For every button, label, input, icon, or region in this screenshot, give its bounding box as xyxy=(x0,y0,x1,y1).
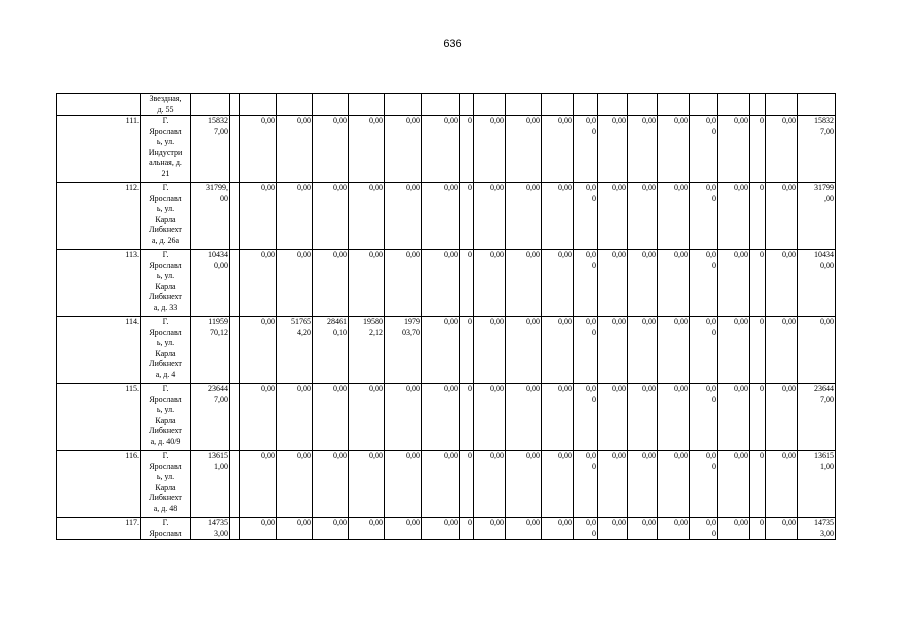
address-cell: Звездная, д. 55 xyxy=(141,94,191,116)
value-cell: 0,00 xyxy=(313,518,349,540)
total-cost-cell: 14735 3,00 xyxy=(191,518,230,540)
value-cell: 0,00 xyxy=(766,384,798,451)
table-row xyxy=(57,518,836,540)
value-cell xyxy=(718,94,750,116)
value-cell: 0,00 xyxy=(506,518,542,540)
value-cell: 0,00 xyxy=(422,183,460,250)
value-cell: 19580 2,12 xyxy=(349,317,385,384)
last-value-cell: 31799 ,00 xyxy=(798,183,836,250)
page-number: 636 xyxy=(443,38,462,50)
value-cell: 0,0 0 xyxy=(574,451,598,518)
value-cell: 0 xyxy=(750,116,766,183)
value-cell: 0,00 xyxy=(658,317,690,384)
value-cell: 0,00 xyxy=(506,317,542,384)
total-cost-cell: 31799, 00 xyxy=(191,183,230,250)
value-cell: 0,00 xyxy=(506,451,542,518)
value-cell: 51765 4,20 xyxy=(277,317,313,384)
value-cell: 0,00 xyxy=(277,250,313,317)
value-cell: 0,00 xyxy=(542,116,574,183)
value-cell: 0,00 xyxy=(628,250,658,317)
value-cell: 0,00 xyxy=(422,250,460,317)
value-cell: 0,00 xyxy=(628,183,658,250)
value-cell: 0,00 xyxy=(542,384,574,451)
value-cell: 0,00 xyxy=(542,317,574,384)
value-cell: 0,00 xyxy=(718,116,750,183)
value-cell: 0,00 xyxy=(766,250,798,317)
value-cell: 0,0 0 xyxy=(690,183,718,250)
value-cell: 0,00 xyxy=(277,116,313,183)
value-cell: 0 xyxy=(750,183,766,250)
value-cell: 0,0 0 xyxy=(574,384,598,451)
address-cell: Г. Ярославл ь, ул. Карла Либкнехт а, д. 48 xyxy=(141,451,191,518)
value-cell: 0,00 xyxy=(598,183,628,250)
value-cell: 0,00 xyxy=(542,183,574,250)
value-cell: 0,00 xyxy=(718,250,750,317)
value-cell: 0,0 0 xyxy=(574,317,598,384)
table-row xyxy=(57,451,836,518)
last-value-cell: 14735 3,00 xyxy=(798,518,836,540)
value-cell: 0,00 xyxy=(474,384,506,451)
value-cell: 0,00 xyxy=(474,183,506,250)
value-cell: 0,00 xyxy=(628,451,658,518)
value-cell: 0,00 xyxy=(474,317,506,384)
last-value-cell: 0,00 xyxy=(798,317,836,384)
table-row-continuation xyxy=(57,94,836,116)
value-cell: 0,0 0 xyxy=(690,250,718,317)
value-cell: 0,00 xyxy=(385,518,422,540)
value-cell xyxy=(191,94,230,116)
value-cell: 0,00 xyxy=(349,518,385,540)
value-cell: 0,0 0 xyxy=(690,317,718,384)
empty-cell xyxy=(230,518,240,540)
row-number-cell: 113. xyxy=(57,250,141,317)
value-cell: 0,00 xyxy=(313,116,349,183)
value-cell: 0 xyxy=(460,250,474,317)
value-cell: 0 xyxy=(750,384,766,451)
value-cell: 0,00 xyxy=(628,384,658,451)
value-cell: 0,00 xyxy=(349,250,385,317)
value-cell: 0,00 xyxy=(422,317,460,384)
address-cell: Г. Ярославл ь, ул. Карла Либкнехт а, д. 4 xyxy=(141,317,191,384)
value-cell: 0,00 xyxy=(628,518,658,540)
value-cell: 1979 03,70 xyxy=(385,317,422,384)
value-cell: 0 xyxy=(460,451,474,518)
value-cell: 0,00 xyxy=(240,183,277,250)
value-cell: 0,0 0 xyxy=(574,250,598,317)
value-cell xyxy=(658,94,690,116)
value-cell: 0,00 xyxy=(766,518,798,540)
value-cell: 0 xyxy=(750,250,766,317)
table-row xyxy=(57,183,836,250)
value-cell: 0,0 0 xyxy=(574,183,598,250)
value-cell: 0,00 xyxy=(474,518,506,540)
value-cell: 0,00 xyxy=(385,451,422,518)
row-number-cell: 112. xyxy=(57,183,141,250)
value-cell xyxy=(750,94,766,116)
value-cell: 0,00 xyxy=(240,116,277,183)
row-number-cell: 111. xyxy=(57,116,141,183)
value-cell: 0 xyxy=(750,317,766,384)
empty-cell xyxy=(230,116,240,183)
value-cell: 0,00 xyxy=(598,384,628,451)
value-cell xyxy=(766,94,798,116)
value-cell: 0,00 xyxy=(240,384,277,451)
value-cell: 0,0 0 xyxy=(690,451,718,518)
row-number-cell: 115. xyxy=(57,384,141,451)
value-cell: 0,00 xyxy=(474,451,506,518)
value-cell xyxy=(628,94,658,116)
value-cell xyxy=(574,94,598,116)
value-cell xyxy=(542,94,574,116)
total-cost-cell: 11959 70,12 xyxy=(191,317,230,384)
value-cell: 0,00 xyxy=(766,317,798,384)
value-cell: 0,00 xyxy=(718,183,750,250)
value-cell xyxy=(385,94,422,116)
value-cell: 0,00 xyxy=(766,116,798,183)
value-cell: 0,00 xyxy=(598,116,628,183)
value-cell: 0 xyxy=(750,518,766,540)
address-cell: Г. Ярославл ь, ул. Карла Либкнехт а, д. 40/9 xyxy=(141,384,191,451)
building-registry-table xyxy=(56,93,836,540)
address-cell: Г. Ярославл xyxy=(141,518,191,540)
last-value-cell: 15832 7,00 xyxy=(798,116,836,183)
value-cell: 0,0 0 xyxy=(690,384,718,451)
total-cost-cell: 10434 0,00 xyxy=(191,250,230,317)
value-cell: 0,00 xyxy=(658,183,690,250)
value-cell: 0,00 xyxy=(422,384,460,451)
value-cell: 0 xyxy=(460,317,474,384)
table-row xyxy=(57,250,836,317)
value-cell xyxy=(240,94,277,116)
row-number-cell: 117. xyxy=(57,518,141,540)
value-cell: 0,00 xyxy=(542,250,574,317)
value-cell: 0 xyxy=(460,518,474,540)
value-cell: 0,00 xyxy=(598,317,628,384)
value-cell: 0,00 xyxy=(240,317,277,384)
value-cell: 0,0 0 xyxy=(690,116,718,183)
value-cell: 0,00 xyxy=(422,116,460,183)
value-cell: 0,00 xyxy=(277,451,313,518)
value-cell: 0,00 xyxy=(313,384,349,451)
value-cell: 0,00 xyxy=(718,451,750,518)
value-cell: 0,00 xyxy=(718,518,750,540)
total-cost-cell: 15832 7,00 xyxy=(191,116,230,183)
value-cell xyxy=(230,94,240,116)
value-cell: 0 xyxy=(460,116,474,183)
value-cell: 0,00 xyxy=(598,451,628,518)
value-cell: 0,00 xyxy=(506,116,542,183)
value-cell: 0,00 xyxy=(542,518,574,540)
value-cell xyxy=(798,94,836,116)
value-cell: 0,00 xyxy=(385,384,422,451)
value-cell: 0,00 xyxy=(385,183,422,250)
table-row xyxy=(57,116,836,183)
value-cell: 0,00 xyxy=(277,384,313,451)
value-cell xyxy=(690,94,718,116)
value-cell: 0,00 xyxy=(658,518,690,540)
value-cell: 0,00 xyxy=(349,116,385,183)
value-cell xyxy=(313,94,349,116)
value-cell: 0 xyxy=(460,183,474,250)
row-number-cell: 114. xyxy=(57,317,141,384)
value-cell: 0,0 0 xyxy=(574,116,598,183)
value-cell xyxy=(460,94,474,116)
table-row xyxy=(57,317,836,384)
value-cell xyxy=(598,94,628,116)
value-cell: 0,00 xyxy=(277,518,313,540)
address-cell: Г. Ярославл ь, ул. Индустри альная, д. 21 xyxy=(141,116,191,183)
row-number-cell: 116. xyxy=(57,451,141,518)
value-cell: 0,00 xyxy=(422,451,460,518)
value-cell: 0,00 xyxy=(658,116,690,183)
value-cell: 0,00 xyxy=(313,451,349,518)
value-cell: 0 xyxy=(460,384,474,451)
value-cell: 0,00 xyxy=(313,183,349,250)
value-cell: 0,00 xyxy=(277,183,313,250)
value-cell: 0,00 xyxy=(628,317,658,384)
address-cell: Г. Ярославл ь, ул. Карла Либкнехт а, д. 33 xyxy=(141,250,191,317)
table-body xyxy=(57,94,836,540)
last-value-cell: 13615 1,00 xyxy=(798,451,836,518)
empty-cell xyxy=(230,250,240,317)
value-cell: 0,00 xyxy=(718,317,750,384)
empty-cell xyxy=(230,183,240,250)
value-cell: 0,00 xyxy=(240,518,277,540)
empty-cell xyxy=(230,451,240,518)
empty-cell xyxy=(230,384,240,451)
value-cell: 0,00 xyxy=(385,250,422,317)
empty-cell xyxy=(230,317,240,384)
value-cell: 0,00 xyxy=(313,250,349,317)
total-cost-cell: 23644 7,00 xyxy=(191,384,230,451)
value-cell: 0,00 xyxy=(506,183,542,250)
value-cell: 0,00 xyxy=(422,518,460,540)
value-cell: 0,00 xyxy=(474,250,506,317)
value-cell: 0,00 xyxy=(506,384,542,451)
value-cell: 0,00 xyxy=(598,250,628,317)
value-cell: 0,00 xyxy=(506,250,542,317)
row-number-cell xyxy=(57,94,141,116)
value-cell: 0,0 0 xyxy=(690,518,718,540)
value-cell: 0,00 xyxy=(385,116,422,183)
value-cell: 0,00 xyxy=(474,116,506,183)
value-cell xyxy=(349,94,385,116)
value-cell: 0,00 xyxy=(658,384,690,451)
value-cell: 28461 0,10 xyxy=(313,317,349,384)
value-cell: 0,00 xyxy=(598,518,628,540)
value-cell: 0 xyxy=(750,451,766,518)
address-cell: Г. Ярославл ь, ул. Карла Либкнехт а, д. 26а xyxy=(141,183,191,250)
total-cost-cell: 13615 1,00 xyxy=(191,451,230,518)
value-cell xyxy=(422,94,460,116)
value-cell: 0,00 xyxy=(718,384,750,451)
value-cell: 0,00 xyxy=(349,183,385,250)
value-cell xyxy=(506,94,542,116)
value-cell: 0,00 xyxy=(766,183,798,250)
last-value-cell: 10434 0,00 xyxy=(798,250,836,317)
value-cell: 0,00 xyxy=(349,451,385,518)
value-cell: 0,00 xyxy=(658,250,690,317)
value-cell: 0,00 xyxy=(349,384,385,451)
value-cell: 0,0 0 xyxy=(574,518,598,540)
value-cell: 0,00 xyxy=(766,451,798,518)
value-cell: 0,00 xyxy=(658,451,690,518)
last-value-cell: 23644 7,00 xyxy=(798,384,836,451)
value-cell: 0,00 xyxy=(542,451,574,518)
value-cell: 0,00 xyxy=(628,116,658,183)
value-cell xyxy=(474,94,506,116)
value-cell xyxy=(277,94,313,116)
value-cell: 0,00 xyxy=(240,451,277,518)
table-row xyxy=(57,384,836,451)
value-cell: 0,00 xyxy=(240,250,277,317)
